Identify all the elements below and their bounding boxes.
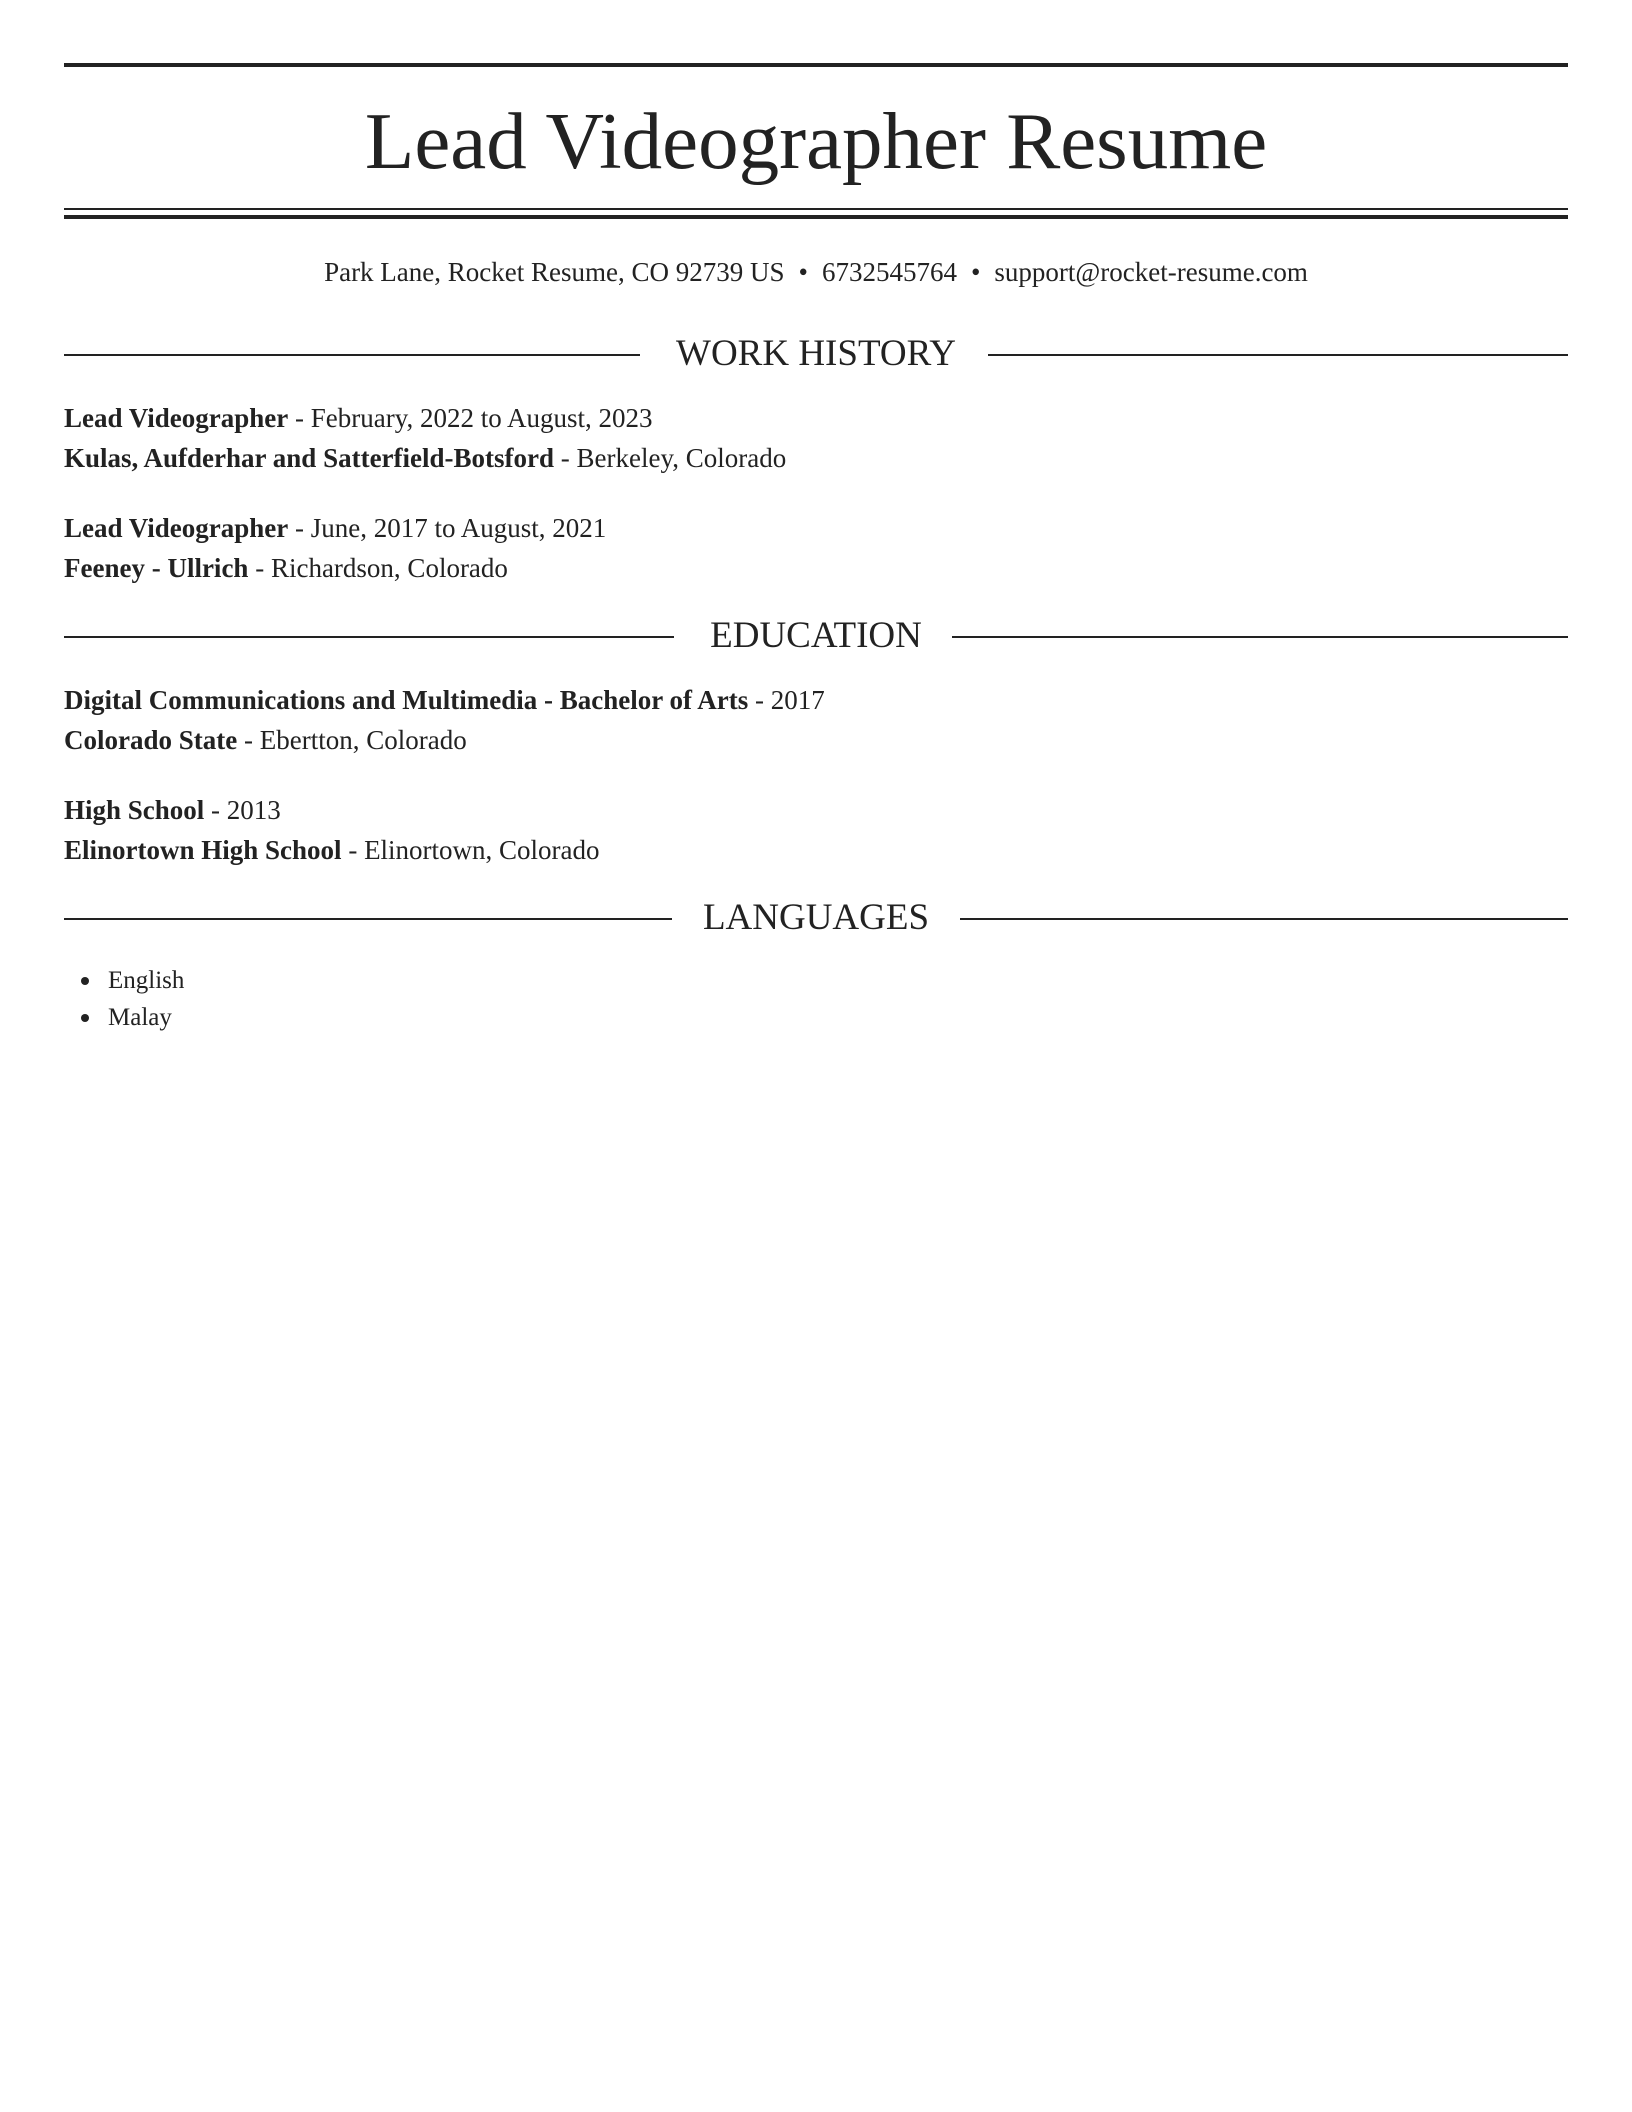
section-heading-work-history [64,331,1568,381]
bullet-icon [81,1014,89,1022]
title-rule-thick [64,215,1568,219]
contact-phone: 6732545764 [821,257,957,287]
language-name: English [108,967,185,994]
section-title-work-history: WORK HISTORY [676,333,956,374]
education-entry-2-school-line: Elinortown High School - Elinortown, Colorado [64,835,600,865]
work-entry-2-role: Lead Videographer [64,513,289,543]
work-entry-2-company-line: Feeney - Ullrich - Richardson, Colorado [64,553,508,583]
education-entry-1-location: Ebertton, Colorado [259,725,467,755]
education-entry-2-school: Elinortown High School [64,835,342,865]
contact-email: support@rocket-resume.com [994,257,1308,287]
education-entry-2-title: High School - 2013 [64,795,281,825]
education-entry-1-school: Colorado State [64,725,238,755]
work-entry-2-company: Feeney - Ullrich [64,553,249,583]
title-rule-thin [64,208,1568,210]
education-entry-1-school-line: Colorado State - Ebertton, Colorado [64,725,467,755]
heading-rule-right [988,354,1568,356]
contact-separator: • [970,257,981,287]
contact-separator: • [798,257,808,287]
language-name: Malay [108,1004,172,1031]
bullet-icon [81,977,89,985]
contact-line [64,252,1568,292]
top-rule [64,63,1568,67]
education-entry-1-year: 2017 [770,685,825,715]
section-title-education: EDUCATION [710,615,922,656]
work-entry-1-dates: February, 2022 to August, 2023 [310,403,653,433]
heading-rule-right [952,636,1568,638]
work-entry-1-company-line: Kulas, Aufderhar and Satterfield-Botsford - Berkeley, Colorado [64,443,787,473]
work-entry-2-location: Richardson, Colorado [270,553,508,583]
work-entry-1-title: Lead Videographer - February, 2022 to August, 2023 [64,403,653,433]
list-item [64,999,184,1036]
education-entry-1-title: Digital Communications and Multimedia - Bachelor of Arts - 2017 [64,685,825,715]
section-heading-education [64,613,1568,663]
section-heading-languages [64,895,1568,945]
education-entry-2-degree: High School [64,795,205,825]
work-entry-1-company: Kulas, Aufderhar and Satterfield-Botsford [64,443,555,473]
work-entry-1-location: Berkeley, Colorado [576,443,787,473]
contact-address: Park Lane, Rocket Resume, CO 92739 US [324,257,785,287]
page-title: Lead Videographer Resume [364,96,1268,186]
languages-list [64,962,184,1036]
heading-rule-right [960,918,1568,920]
work-entry-2-dates: June, 2017 to August, 2021 [310,513,607,543]
education-entry-1-degree: Digital Communications and Multimedia - Bachelor of Arts [64,685,749,715]
education-entry-2-year: 2013 [226,795,281,825]
list-item [64,962,184,999]
work-entry-2-title: Lead Videographer - June, 2017 to August, 2021 [64,513,607,543]
education-entry-2-location: Elinortown, Colorado [364,835,600,865]
section-title-languages: LANGUAGES [702,897,930,938]
work-entry-1-role: Lead Videographer [64,403,289,433]
